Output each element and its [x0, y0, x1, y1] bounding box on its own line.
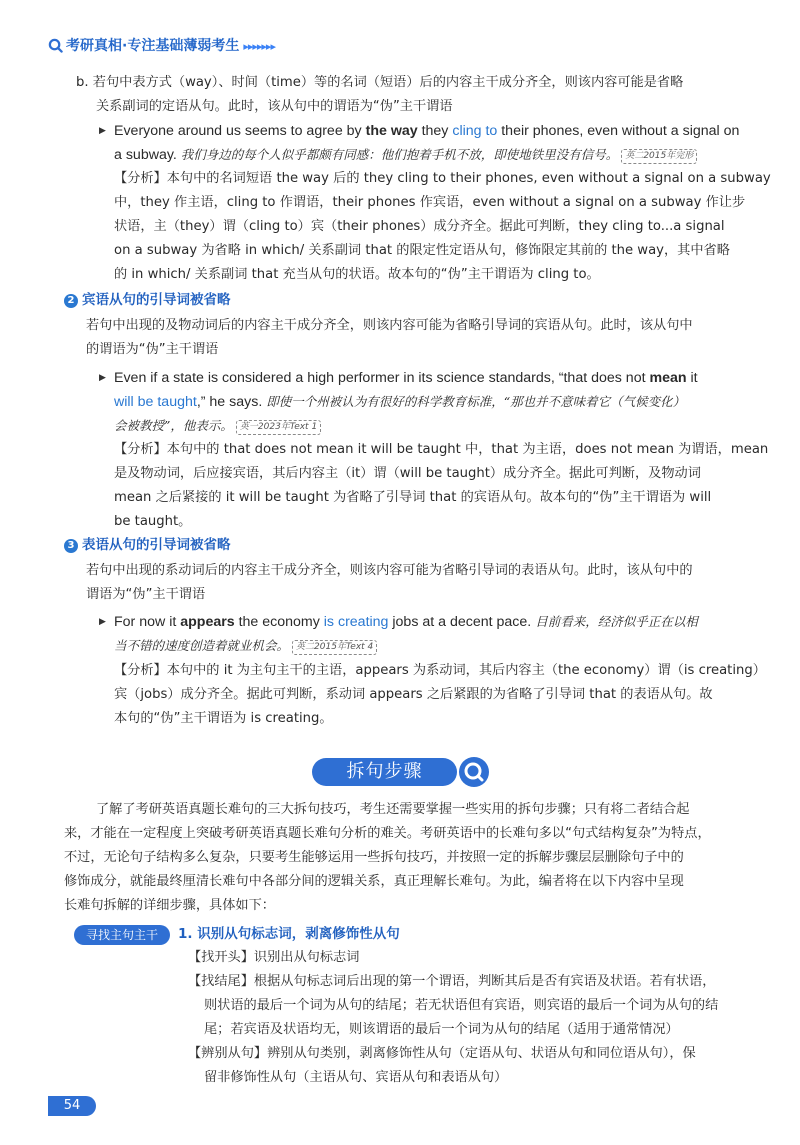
ex3-text-c: jobs at a decent pace. [388, 614, 532, 630]
header-arrows: ▸▸▸▸▸▸▸ [243, 40, 275, 53]
section-banner [312, 757, 490, 787]
example-1-line-2 [114, 143, 697, 168]
step-tag: 寻找主句主干 [74, 925, 170, 945]
example-1-en-line-1 [114, 119, 739, 143]
section-3-intro-1: 若句中出现的系动词后的内容主干成分齐全，则该内容可能为省略引导词的表语从句。此时，该从句中的 [86, 563, 693, 578]
example-2-en-line-1 [114, 366, 698, 390]
page-header [48, 36, 275, 57]
ex1-analysis-line-2: 中，they 作主语，cling to 作谓语，their phones 作宾语，even without a signal on a subway 作让步 [114, 195, 746, 210]
ex2-text-c: ,” he says. [196, 394, 263, 410]
ex2-analysis-line-3: mean 之后紧接的 it will be taught 为省略了引导词 that 的宾语从句。故本句的“伪”主干谓语为 will [114, 490, 712, 505]
section-3-title-text: 表语从句的引导词被省略 [82, 537, 231, 553]
ex3-analysis-line-1: 【分析】本句中的 it 为主句主干的主语，appears 为系动词，其后内容主（the economy）谓（is creating） [114, 663, 766, 678]
ex2-mean: mean [649, 370, 687, 386]
example-2-line-2 [114, 390, 685, 415]
ex1-translation: 我们身边的每个人似乎都颇有同感：他们抱着手机不放，即使地铁里没有信号。 [176, 147, 619, 162]
ex3-translation: 目前看来，经济似乎正在以相 [531, 614, 698, 629]
ex2-translation-2: 会被教授”，他表示。 [114, 418, 233, 433]
ex2-analysis-line-2: 是及物动词，后应接宾语，其后内容主（it）谓（will be taught）成分齐全。据此可判断，及物动词 [114, 466, 701, 481]
ex3-appears: appears [180, 614, 235, 630]
section-b-line-1: b. 若句中表方式（way）、时间（time）等的名词（短语）后的内容主干成分齐全，则该内容可能是省略 [76, 75, 684, 90]
ex3-translation-2: 当不错的速度创造着就业机会。 [114, 638, 290, 653]
example-2-line-3 [114, 414, 321, 439]
step-line-1: 【找开头】识别出从句标志词 [188, 950, 360, 965]
ex3-text-b: the economy [234, 614, 324, 630]
ex2-will-be-taught: will be taught [114, 394, 197, 410]
ex3-is-creating: is creating [323, 614, 389, 630]
intro-para-line-2: 来，才能在一定程度上突破考研英语真题长难句分析的难关。考研英语中的长难句多以“句式结构复杂”为特点， [64, 826, 711, 841]
ex1-the-way: the way [365, 123, 418, 139]
ex1-source-tag: 英二2015年完形 [621, 149, 697, 164]
bullet-icon: ▶ [99, 373, 106, 383]
ex1-text-a: Everyone around us seems to agree by [114, 123, 366, 139]
example-3-line-1 [114, 610, 698, 635]
ex3-analysis-line-2: 宾（jobs）成分齐全。据此可判断，系动词 appears 之后紧跟的为省略了引导词 that 的表语从句。故 [114, 687, 713, 702]
ex2-analysis-line-4: be taught。 [114, 514, 192, 529]
intro-para-line-5: 长难句拆解的详细步骤，具体如下： [64, 898, 275, 913]
ex1-text-c: their phones, even without a signal on [497, 123, 740, 139]
ex3-analysis-line-3: 本句的“伪”主干谓语为 is creating。 [114, 711, 333, 726]
step-line-5: 【辨别从句】辨别从句类别，剥离修饰性从句（定语从句、状语从句和同位语从句），保 [188, 1046, 696, 1061]
ex3-text-a: For now it [114, 614, 181, 630]
section-2-title [64, 289, 231, 311]
example-3-line-2 [114, 634, 377, 659]
bullet-icon: ▶ [99, 617, 106, 627]
ex3-source-tag: 英二2015年Text 4 [292, 640, 377, 655]
section-2-intro-1: 若句中出现的及物动词后的内容主干成分齐全，则该内容可能为省略引导词的宾语从句。此时，该从句中 [86, 318, 693, 333]
ex1-analysis-line-5: 的 in which/ 关系副词 that 充当从句的状语。故本句的“伪”主干谓语为 cling to。 [114, 267, 600, 282]
bullet-icon: ▶ [99, 126, 106, 136]
banner-circle [459, 757, 489, 787]
ex1-line2-en: a subway. [114, 147, 177, 163]
intro-para-line-4: 修饰成分，就能最终厘清长难句中各部分间的逻辑关系，真正理解长难句。为此，编者将在以下内容中呈现 [64, 874, 684, 889]
section-2-title-text: 宾语从句的引导词被省略 [82, 292, 231, 308]
ex1-cling-to: cling to [452, 123, 498, 139]
section-3-number-icon: 3 [64, 539, 78, 553]
step-line-6: 留非修饰性从句（主语从句、宾语从句和表语从句） [204, 1070, 508, 1085]
ex2-text-a: Even if a state is considered a high performer in its science standards, “that does not [114, 370, 650, 386]
ex2-translation: 即使一个州被认为有很好的科学教育标准，“那也并不意味着它（气候变化） [262, 394, 686, 409]
ex2-analysis-line-1: 【分析】本句中的 that does not mean it will be taught 中，that 为主语，does not mean 为谓语，mean [114, 442, 769, 457]
step-line-2: 【找结尾】根据从句标志词后出现的第一个谓语，判断其后是否有宾语及状语。若有状语， [188, 974, 716, 989]
intro-para-line-1: 了解了考研英语真题长难句的三大拆句技巧，考生还需要掌握一些实用的拆句步骤；只有将二者结合起 [96, 802, 690, 817]
step-line-4: 尾；若宾语及状语均无，则该谓语的最后一个词为从句的结尾（适用于通常情况） [204, 1022, 679, 1037]
header-title: 考研真相·专注基础薄弱考生 [66, 38, 240, 54]
section-b-line-2: 关系副词的定语从句。此时，该从句中的谓语为“伪”主干谓语 [96, 99, 453, 114]
section-2-number-icon: 2 [64, 294, 78, 308]
ex1-analysis-line-1: 【分析】本句中的名词短语 the way 后的 they cling to their phones, even without a signal on a subway [114, 171, 771, 186]
section-3-title [64, 534, 231, 556]
section-3-intro-2: 谓语为“伪”主干谓语 [86, 587, 206, 602]
ex2-text-b: it [686, 370, 698, 386]
section-2-intro-2: 的谓语为“伪”主干谓语 [86, 342, 219, 357]
ex1-text-b: they [417, 123, 453, 139]
step-1-title: 1. 识别从句标志词，剥离修饰性从句 [178, 926, 400, 942]
intro-para-line-3: 不过，无论句子结构多么复杂，只要考生能够运用一些拆句技巧，并按照一定的拆解步骤层层删除句子中的 [64, 850, 684, 865]
magnifier-icon [459, 757, 489, 787]
page-number: 54 [48, 1096, 96, 1116]
magnifier-logo-icon [48, 38, 63, 53]
ex1-analysis-line-3: 状语，主（they）谓（cling to）宾（their phones）成分齐全。据此可判断，they cling to...a signal [114, 219, 725, 234]
ex1-analysis-line-4: on a subway 为省略 in which/ 关系副词 that 的限定性定语从句，修饰限定其前的 the way，其中省略 [114, 243, 730, 258]
ex2-source-tag: 英一2023年Text 1 [236, 420, 321, 435]
banner-label: 拆句步骤 [346, 761, 423, 782]
step-line-3: 则状语的最后一个词为从句的结尾；若无状语但有宾语，则宾语的最后一个词为从句的结 [204, 998, 719, 1013]
